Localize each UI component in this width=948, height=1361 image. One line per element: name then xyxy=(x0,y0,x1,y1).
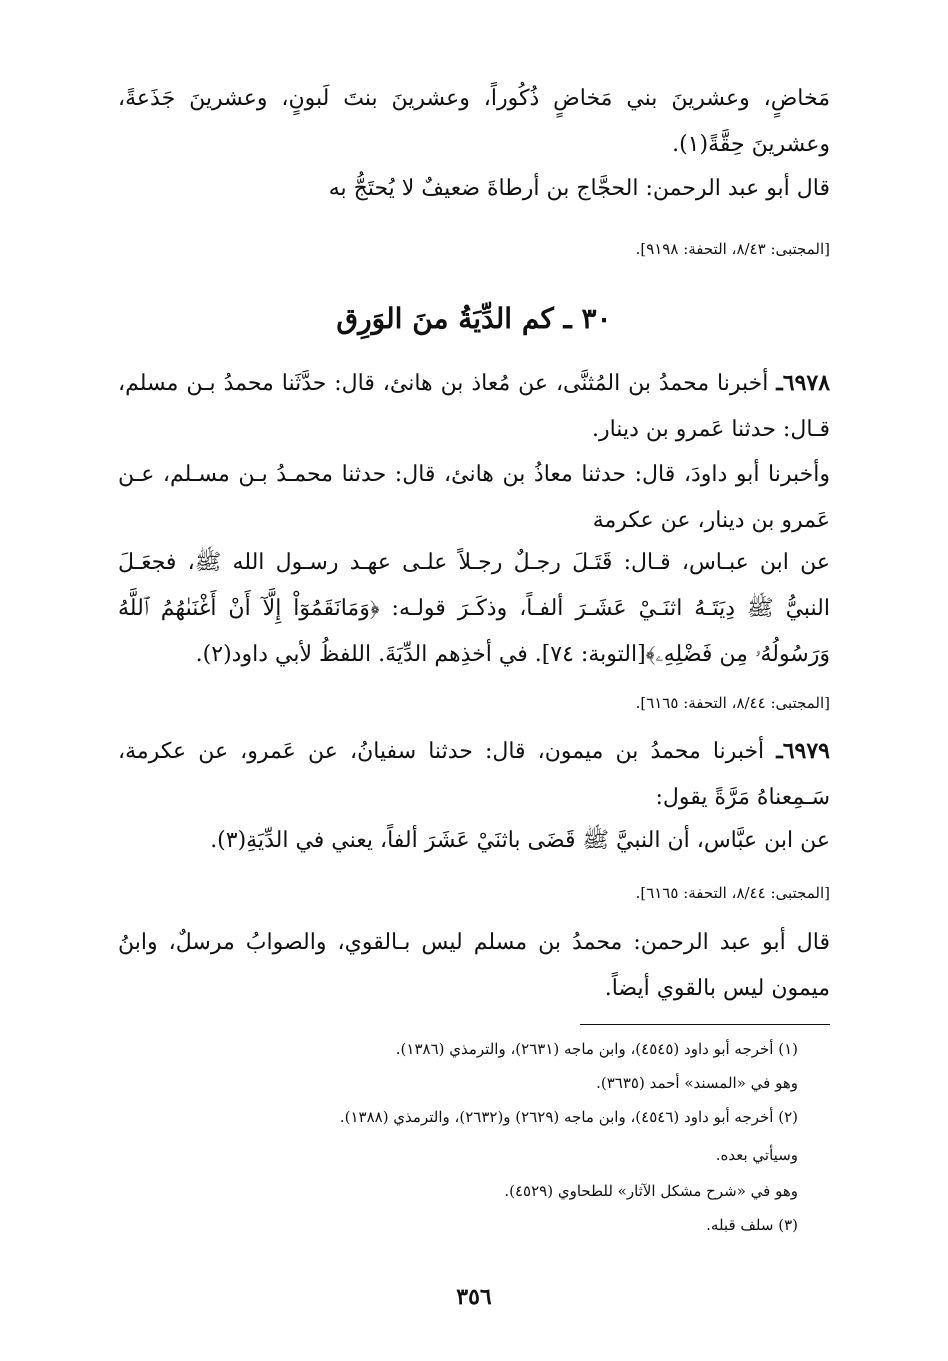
hadith-number: ٦٩٧٨ـ xyxy=(776,370,831,396)
narrator-remark: قال أبو عبد الرحمن: الحجَّاج بن أرطاةَ ضعيفٌ لا يُحتَجُّ به xyxy=(328,176,830,201)
footnote-separator xyxy=(580,1024,830,1025)
hadith-matn: عن ابن عبـاس، قـال: قَتَـلَ رجـلٌ رجـلاً علـى عهـد رسـول الله ﷺ، فجعَـلَ النبيُّ ﷺ دِيَتَـهُ اثنَـيْ عَشَـرَ ألفـاً، وذكَـرَ قولـه: ﴿وَمَانَقَمُوٓاْ إِلَّآ أَنْ أَغْنَىٰهُمُ ٱللَّهُ وَرَسُولُهُۥ مِن فَضْلِهِۦ﴾[التوبة: ٧٤]. في أخذِهم الدِّيَةَ. اللفظُ لأبي داود(٢). xyxy=(118,550,830,667)
alternate-isnad: وأخبرنا أبو داودَ، قال: حدثنا معاذُ بن هانئ، قال: حدثنا محمـدُ بـن مسـلم، عـن عَمرو بن دينار، عن عكرمة xyxy=(118,462,830,533)
chapter-number: ٣٠ ـ xyxy=(563,302,612,335)
chapter-heading xyxy=(0,302,948,335)
hadith-isnad: أخبرنا محمدُ بن المُثنَّى، عن مُعاذ بن هانئ، قال: حدَّثَنا محمدُ بـن مسلم، قـال: حدثنا عَمرو بن دينار. xyxy=(118,371,830,442)
paragraph-continuation: مَخاضٍ، وعشرينَ بني مَخاضٍ ذُكُوراً، وعشرينَ بنتَ لَبونٍ، وعشرينَ جَذَعةً، وعشرينَ حِقَّةً(١). xyxy=(118,86,830,157)
footnote-2: (٢) أخرجه أبو داود (٤٥٤٦)، وابن ماجه (٢٦٢٩) و(٢٦٣٢)، والترمذي (١٣٨٨). xyxy=(339,1108,798,1126)
citation-3: [المجتبى: ٨/٤٤، التحفة: ٦١٦٥]. xyxy=(635,884,830,902)
citation-2: [المجتبى: ٨/٤٤، التحفة: ٦١٦٥]. xyxy=(635,694,830,712)
chapter-title: كم الدِّيَةُ منَ الوَرِق xyxy=(336,302,554,335)
hadith-matn-2: عن ابن عبَّاس، أن النبيَّ ﷺ قَضَى باثنَيْ عَشَرَ ألفاً، يعني في الدِّيَةِ(٣). xyxy=(210,828,830,853)
footnote-2-note-a: وسيأتي بعده. xyxy=(715,1146,798,1164)
page-number: ٣٥٦ xyxy=(456,1284,492,1310)
footnote-1: (١) أخرجه أبو داود (٤٥٤٥)، وابن ماجه (٢٦٣١)، والترمذي (١٣٨٦). xyxy=(395,1040,798,1058)
hadith-isnad: أخبرنا محمدُ بن ميمون، قال: حدثنا سفيانُ، عن عَمرو، عن عكرمة، سَـمِعناهُ مَرَّةً يقول: xyxy=(118,739,830,810)
hadith-number: ٦٩٧٩ـ xyxy=(776,738,830,764)
hadith-6978 xyxy=(118,360,830,453)
citation-1: [المجتبى: ٨/٤٣، التحفة: ٩١٩٨]. xyxy=(635,240,830,258)
footnote-1-note: وهو في «المسند» أحمد (٣٦٣٥). xyxy=(596,1074,798,1092)
footnote-2-note-b: وهو في «شرح مشكل الآثار» للطحاوي (٤٥٢٩). xyxy=(504,1182,798,1200)
closing-remark: قال أبو عبد الرحمن: محمدُ بن مسلم ليس بـالقوي، والصوابُ مرسلٌ، وابنُ ميمون ليس بالقوي أيضاً. xyxy=(118,930,830,1001)
hadith-6979 xyxy=(118,728,830,821)
footnote-3: (٣) سلف قبله. xyxy=(706,1216,798,1234)
